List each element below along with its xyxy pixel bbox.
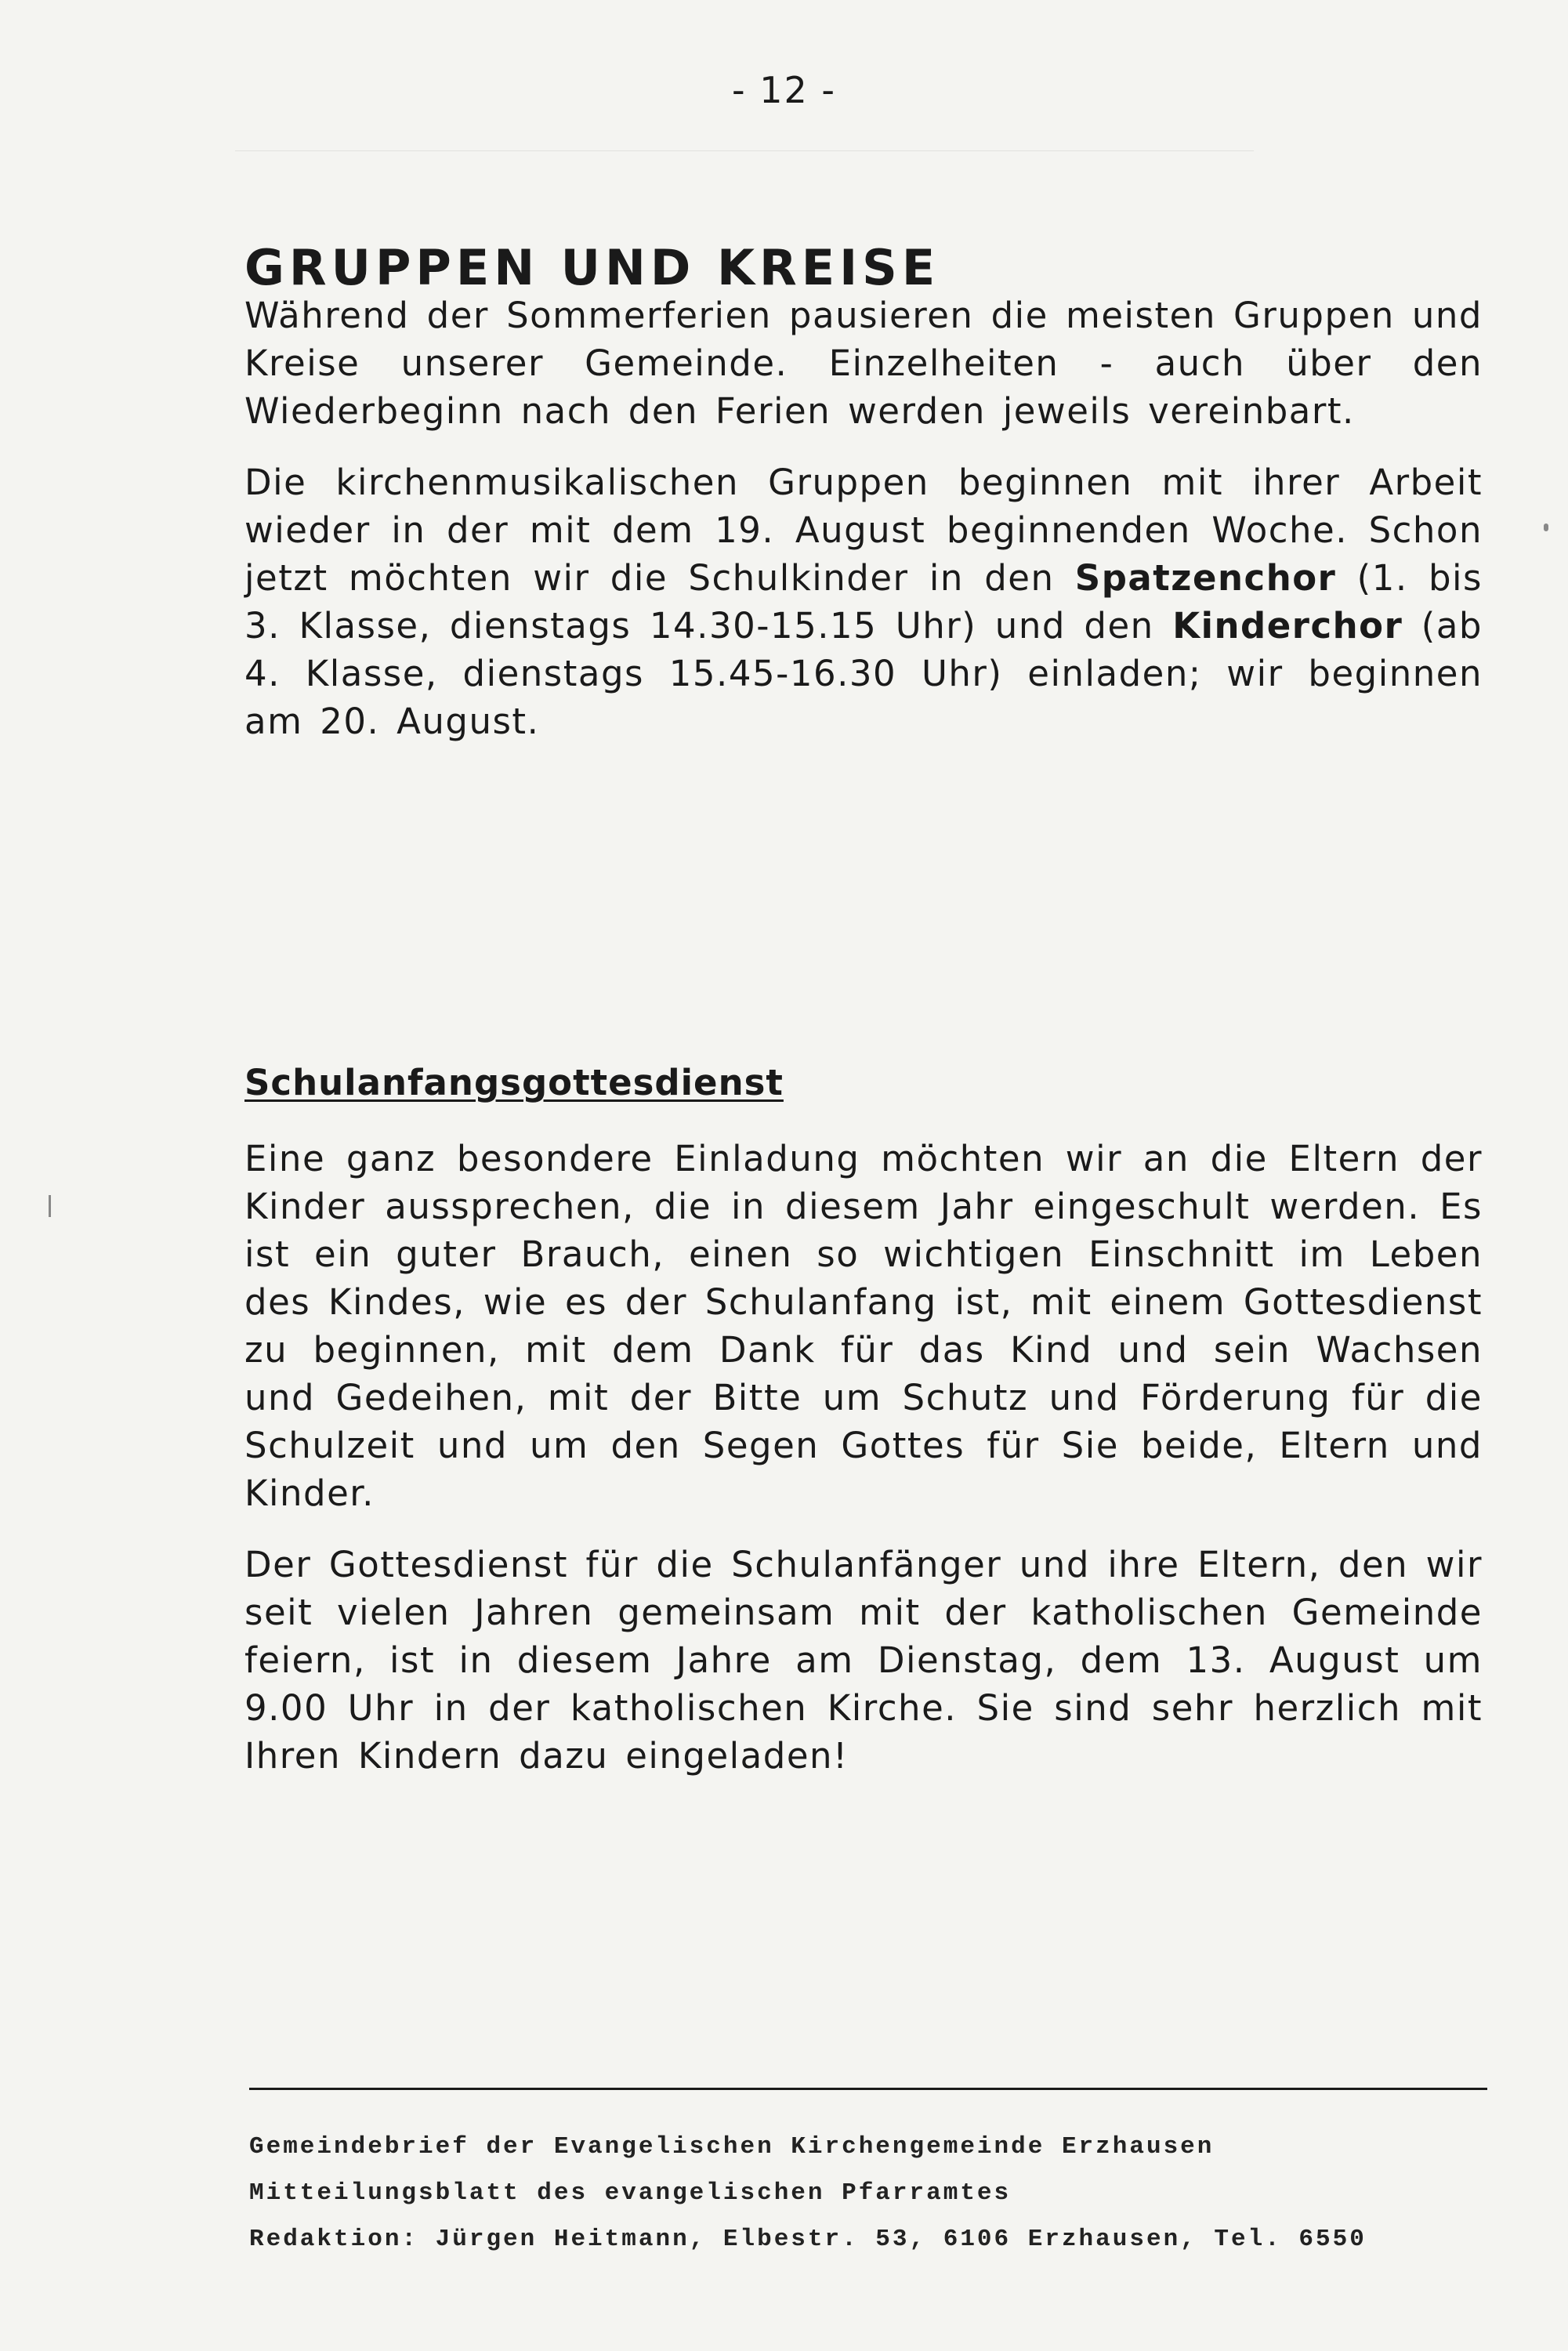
- scan-speck: [49, 1195, 51, 1217]
- paragraph-choir-info: [244, 458, 1483, 745]
- page-number: - 12 -: [732, 69, 836, 111]
- kinderchor-label: Kinderchor: [1172, 605, 1403, 647]
- school-service-body: [244, 1135, 1483, 1803]
- paragraph-invitation: Eine ganz besondere Einladung möchten wir an die Eltern der Kinder aussprechen, die in diesem Jahr eingeschult werden. Es ist ein guter Brauch, einen so wichtigen Einschnitt im Leben des Kindes, wie es der Schulanfang ist, mit einem Gottesdienst zu beginnen, mit dem Dank für das Kind und sein Wachsen und Gedeihen, mit der Bitte um Schutz und Förderung für die Schulzeit und um den Segen Gottes für Sie beide, Eltern und Kinder.: [244, 1138, 1483, 1514]
- footer-line-newsletter: Gemeindebrief der Evangelischen Kirchengemeinde Erzhausen: [249, 2133, 1215, 2161]
- section-heading: GRUPPEN UND KREISE: [244, 239, 940, 296]
- footer-line-bulletin: Mitteilungsblatt des evangelischen Pfarramtes: [249, 2179, 1012, 2207]
- section-body: [244, 292, 1483, 769]
- choir-text-part-2: (1. bis 3. Klasse, dienstags 14.30-15.15 Uhr) und den: [244, 557, 1483, 647]
- choir-text-part-3: (ab 4. Klasse, dienstags 15.45-16.30 Uhr) einladen; wir beginnen am 20. August.: [244, 605, 1483, 742]
- footer-imprint: [249, 2124, 1519, 2262]
- school-service-heading: Schulanfangsgottesdienst: [244, 1062, 784, 1103]
- choir-text-part-1: Die kirchenmusikalischen Gruppen beginnen mit ihrer Arbeit wieder in der mit dem 19. August beginnenden Woche. Schon jetzt möchten wir die Schulkinder in den: [244, 462, 1483, 599]
- paragraph-service-details: Der Gottesdienst für die Schulanfänger und ihre Eltern, den wir seit vielen Jahren gemeinsam mit der katholischen Gemeinde feiern, ist in diesem Jahre am Dienstag, dem 13. August um 9.00 Uhr in der katholischen Kirche. Sie sind sehr herzlich mit Ihren Kindern dazu eingeladen!: [244, 1544, 1483, 1777]
- spatzenchor-label: Spatzenchor: [1074, 557, 1337, 599]
- scan-speck: [1544, 523, 1548, 531]
- footer-line-editor: Redaktion: Jürgen Heitmann, Elbestr. 53, 6106 Erzhausen, Tel. 6550: [249, 2226, 1367, 2253]
- footer-divider: [249, 2088, 1487, 2090]
- paragraph-summer-break: Während der Sommerferien pausieren die meisten Gruppen und Kreise unserer Gemeinde. Einzelheiten - auch über den Wiederbeginn nach den Ferien werden jeweils vereinbart.: [244, 295, 1483, 432]
